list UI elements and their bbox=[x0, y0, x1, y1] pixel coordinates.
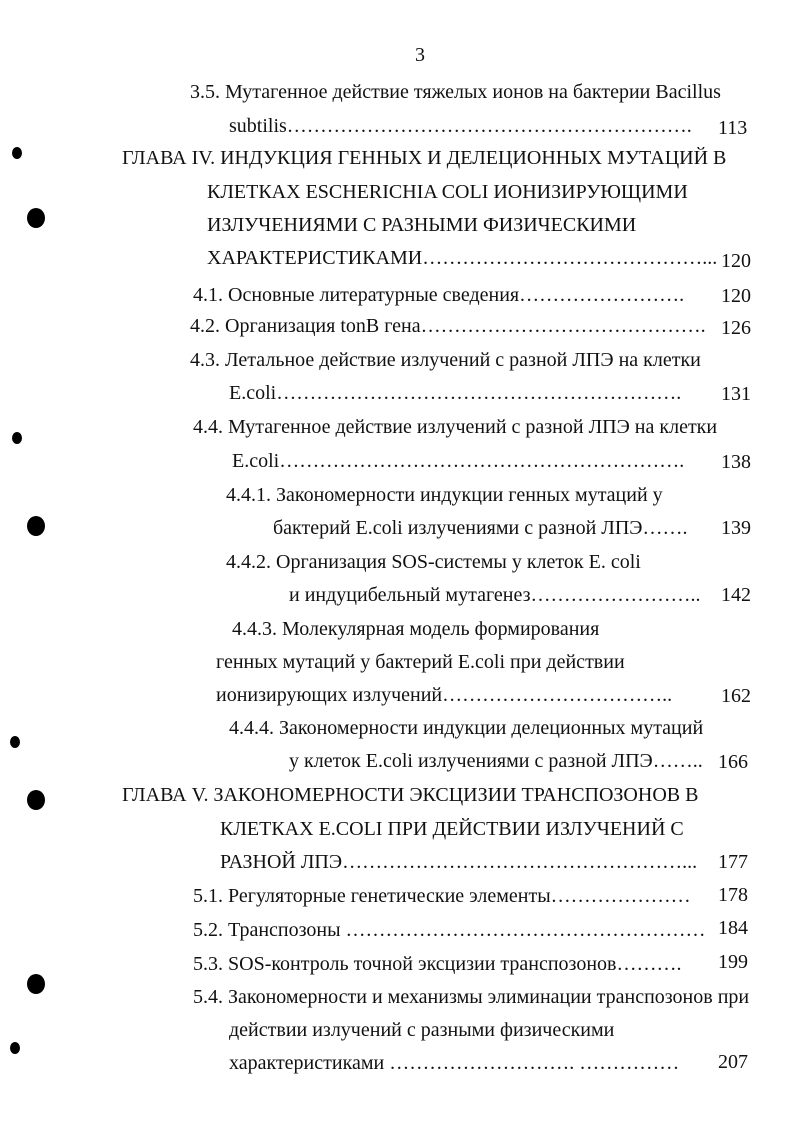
toc-page-number: 113 bbox=[718, 117, 748, 139]
toc-line: характеристиками ………………………. …………… bbox=[229, 1052, 680, 1074]
toc-line: бактерий E.coli излучениями с разной ЛПЭ……. bbox=[273, 517, 688, 539]
punch-hole-mark bbox=[27, 790, 45, 810]
toc-page-number: 178 bbox=[718, 884, 748, 906]
punch-hole-mark bbox=[27, 208, 45, 228]
toc-line: 4.4. Мутагенное действие излучений с разной ЛПЭ на клетки bbox=[193, 416, 718, 438]
toc-page-number: 199 bbox=[718, 951, 748, 973]
chapter-heading: ХАРАКТЕРИСТИКАМИ……………………………………... bbox=[207, 247, 718, 269]
punch-hole-mark bbox=[12, 432, 22, 444]
toc-line: 5.3. SOS-контроль точной эксцизии транспозонов………. bbox=[193, 953, 682, 975]
punch-hole-mark bbox=[27, 974, 45, 994]
toc-page-number: 120 bbox=[721, 250, 751, 272]
toc-page-number: 177 bbox=[718, 851, 748, 873]
toc-page-number: 138 bbox=[721, 451, 751, 473]
chapter-heading: ГЛАВА V. ЗАКОНОМЕРНОСТИ ЭКСЦИЗИИ ТРАНСПОЗОНОВ В bbox=[122, 784, 699, 806]
toc-line: ионизирующих излучений…………………………….. bbox=[216, 684, 673, 706]
toc-page-number: 207 bbox=[718, 1051, 748, 1073]
toc-line: генных мутаций у бактерий E.coli при действии bbox=[216, 651, 625, 673]
chapter-heading: ГЛАВА IV. ИНДУКЦИЯ ГЕННЫХ И ДЕЛЕЦИОННЫХ МУТАЦИЙ В bbox=[122, 147, 727, 169]
toc-line: 3.5. Мутагенное действие тяжелых ионов на бактерии Bacillus bbox=[190, 81, 721, 103]
toc-page-number: 120 bbox=[721, 285, 751, 307]
punch-hole-mark bbox=[10, 736, 20, 748]
chapter-heading: ИЗЛУЧЕНИЯМИ С РАЗНЫМИ ФИЗИЧЕСКИМИ bbox=[207, 214, 637, 236]
punch-hole-mark bbox=[27, 516, 45, 536]
toc-page-number: 131 bbox=[721, 383, 751, 405]
toc-page-number: 142 bbox=[721, 584, 751, 606]
toc-page-number: 166 bbox=[718, 751, 748, 773]
chapter-heading: КЛЕТКАХ ESCHERICHIA COLI ИОНИЗИРУЮЩИМИ bbox=[207, 181, 688, 203]
toc-page-number: 126 bbox=[721, 317, 751, 339]
chapter-heading: РАЗНОЙ ЛПЭ……………………………………………... bbox=[220, 851, 698, 873]
toc-line: 4.4.1. Закономерности индукции генных мутаций у bbox=[226, 484, 663, 506]
toc-page-number: 139 bbox=[721, 517, 751, 539]
toc-line: 4.4.3. Молекулярная модель формирования bbox=[232, 618, 600, 640]
toc-line: 4.4.4. Закономерности индукции делеционных мутаций bbox=[229, 717, 704, 739]
toc-line: 5.2. Транспозоны ……………………………………………… bbox=[193, 919, 706, 941]
toc-line: 4.3. Летальное действие излучений с разной ЛПЭ на клетки bbox=[190, 349, 701, 371]
toc-line: 4.4.2. Организация SOS-системы у клеток E. coli bbox=[226, 551, 641, 573]
toc-line: 5.4. Закономерности и механизмы элиминации транспозонов при bbox=[193, 986, 750, 1008]
chapter-heading: КЛЕТКАХ E.COLI ПРИ ДЕЙСТВИИ ИЗЛУЧЕНИЙ С bbox=[220, 818, 684, 840]
toc-line: у клеток E.coli излучениями с разной ЛПЭ…….. bbox=[289, 750, 703, 772]
toc-page-number: 162 bbox=[721, 685, 751, 707]
toc-line: и индуцибельный мутагенез…………………….. bbox=[289, 584, 701, 606]
toc-line: 5.1. Регуляторные генетические элементы………………… bbox=[193, 885, 691, 907]
toc-line: E.coli……………………………………………………. bbox=[229, 382, 682, 404]
toc-line: 4.1. Основные литературные сведения……………………. bbox=[193, 284, 685, 306]
page-number: 3 bbox=[415, 44, 425, 66]
punch-hole-mark bbox=[12, 147, 22, 159]
toc-line: E.coli……………………………………………………. bbox=[232, 450, 685, 472]
toc-line: действии излучений с разными физическими bbox=[229, 1019, 615, 1041]
punch-hole-mark bbox=[10, 1042, 20, 1054]
toc-line: 4.2. Организация tonB гена……………………………………. bbox=[190, 315, 706, 337]
toc-line: subtilis……………………………………………………. bbox=[229, 115, 692, 137]
toc-page-number: 184 bbox=[718, 917, 748, 939]
